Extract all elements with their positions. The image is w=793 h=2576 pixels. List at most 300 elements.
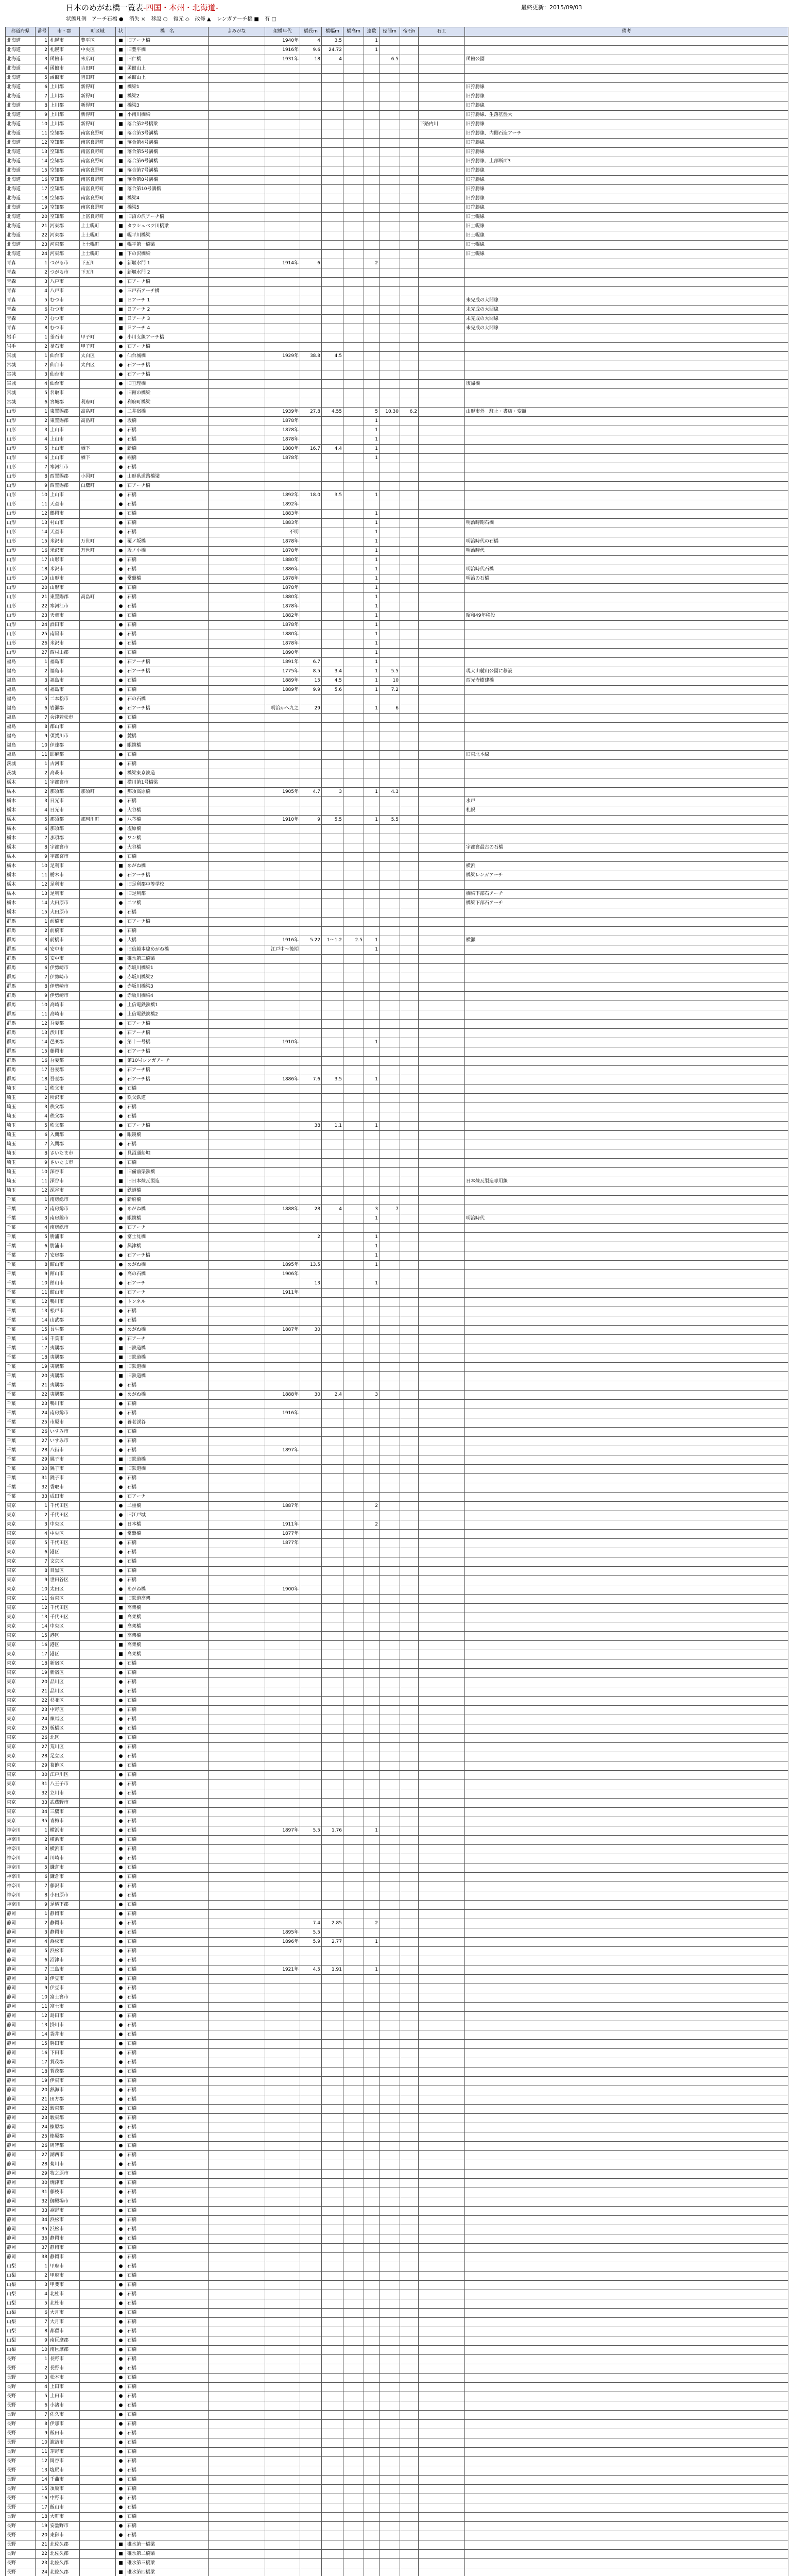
table-cell[interactable]: 石橋	[126, 2318, 209, 2327]
table-cell[interactable]: 石橋	[126, 519, 209, 528]
table-cell[interactable]: 養老渓谷	[126, 1418, 209, 1428]
table-cell[interactable]: 富士見橋	[126, 1233, 209, 1242]
table-cell[interactable]: 興津橋	[126, 1242, 209, 1251]
table-cell[interactable]: 石橋	[126, 2364, 209, 2374]
table-cell[interactable]: 石アーチ	[126, 1289, 209, 1298]
table-cell[interactable]: 碓氷第三橋梁	[126, 2559, 209, 2568]
table-cell[interactable]: 第10号レンガアーチ	[126, 1057, 209, 1066]
table-cell[interactable]: 石橋	[126, 2114, 209, 2123]
table-cell[interactable]: 石アーチ橋	[126, 658, 209, 667]
table-cell[interactable]: 幌平川橋梁	[126, 231, 209, 241]
table-cell[interactable]: 石橋	[126, 1159, 209, 1168]
table-cell[interactable]: 石橋	[126, 1901, 209, 1910]
table-cell[interactable]: Ｅアーチ 2	[126, 306, 209, 315]
table-cell[interactable]: 那須高原橋	[126, 788, 209, 797]
table-cell[interactable]: 石橋	[126, 686, 209, 695]
table-cell: ●	[116, 2095, 126, 2105]
table-cell[interactable]: 石アーチ橋	[126, 667, 209, 676]
table-cell[interactable]: 石橋	[126, 2448, 209, 2457]
table-cell[interactable]: 高の石橋	[126, 1270, 209, 1279]
table-cell[interactable]: 石橋	[126, 1539, 209, 1548]
table-cell[interactable]: 石橋	[126, 2095, 209, 2105]
table-cell[interactable]: 旧豊平橋	[126, 46, 209, 55]
table-cell[interactable]: 石橋	[126, 1919, 209, 1928]
table-cell[interactable]: 石橋	[126, 2466, 209, 2476]
table-cell[interactable]: 石橋	[126, 1697, 209, 1706]
table-cell[interactable]: めがね橋	[126, 1326, 209, 1335]
table-cell[interactable]: 石橋	[126, 649, 209, 658]
table-cell[interactable]: 麓橋	[126, 732, 209, 741]
table-cell[interactable]: 旧鉄道橋	[126, 1455, 209, 1465]
table-cell[interactable]: 旧鉄道橋	[126, 1344, 209, 1353]
table-cell[interactable]: 石橋	[126, 2476, 209, 2485]
table-cell[interactable]: 二井宿橋	[126, 408, 209, 417]
table-cell[interactable]: 旧アーチ橋	[126, 37, 209, 46]
table-cell[interactable]: 石橋	[126, 1103, 209, 1112]
table-cell[interactable]: 旧鉄道橋	[126, 1363, 209, 1372]
table-cell[interactable]: 塩原橋	[126, 825, 209, 834]
table-cell	[322, 973, 343, 982]
table-cell	[322, 2401, 343, 2411]
table-cell	[380, 2438, 400, 2448]
table-cell[interactable]: 石橋	[126, 2132, 209, 2142]
table-cell[interactable]: 石アーチ橋	[126, 482, 209, 491]
table-cell[interactable]: 碓氷第三橋梁	[126, 955, 209, 964]
table-cell[interactable]: 旧亘理橋	[126, 380, 209, 389]
table-cell[interactable]: 石橋	[126, 1984, 209, 1993]
table-cell	[380, 204, 400, 213]
table-cell: 千葉	[6, 1353, 36, 1363]
table-cell[interactable]: 石橋	[126, 1715, 209, 1724]
table-cell[interactable]: 日本橋	[126, 1520, 209, 1530]
table-cell[interactable]: 旧仁橋	[126, 55, 209, 64]
table-row	[6, 1279, 788, 1289]
table-cell[interactable]: 石橋	[126, 2438, 209, 2448]
table-cell[interactable]: 石橋	[126, 1669, 209, 1678]
table-cell[interactable]: 石橋	[126, 1928, 209, 1938]
table-cell[interactable]: 落合第2号橋梁	[126, 120, 209, 129]
table-cell[interactable]: 石橋	[126, 2234, 209, 2244]
table-cell[interactable]: 小川支線アーチ橋	[126, 333, 209, 343]
table-cell[interactable]: 石橋	[126, 1752, 209, 1761]
table-cell[interactable]: 眼鏡橋	[126, 1214, 209, 1224]
table-cell[interactable]: 石橋	[126, 1112, 209, 1122]
table-cell[interactable]: 橋梁2	[126, 92, 209, 101]
table-cell[interactable]: 石橋	[126, 593, 209, 602]
table-cell[interactable]: 石アーチ橋	[126, 1020, 209, 1029]
table-cell[interactable]: 大橋	[126, 936, 209, 945]
table-cell[interactable]: 石橋	[126, 723, 209, 732]
table-cell	[419, 1520, 465, 1530]
table-cell[interactable]: 石アーチ橋	[126, 1251, 209, 1261]
table-cell[interactable]: 旧足利郡中等学校	[126, 880, 209, 890]
table-cell[interactable]: めがね橋	[126, 1585, 209, 1595]
table-cell[interactable]: 石橋	[126, 2355, 209, 2364]
table-cell[interactable]: 利府町橋梁	[126, 398, 209, 408]
table-cell[interactable]: 石橋	[126, 2105, 209, 2114]
table-cell[interactable]: 石橋	[126, 1409, 209, 1418]
table-cell[interactable]: 石アーチ橋	[126, 361, 209, 370]
table-cell[interactable]: 石アーチ橋	[126, 1075, 209, 1084]
table-cell[interactable]: 大谷橋	[126, 843, 209, 853]
table-cell[interactable]: 旧鉄道高架	[126, 1595, 209, 1604]
table-cell[interactable]: 石橋	[126, 2225, 209, 2234]
table-cell[interactable]: 函館山上	[126, 74, 209, 83]
table-cell[interactable]: 旧備前渠鉄橋	[126, 1168, 209, 1177]
table-cell[interactable]: 落合第10号溝橋	[126, 185, 209, 194]
table-cell[interactable]: 石橋	[126, 676, 209, 686]
table-cell[interactable]: 旧館の橋梁	[126, 389, 209, 398]
table-cell[interactable]: 橋梁4	[126, 194, 209, 204]
table-cell[interactable]: Ｅアーチ 3	[126, 315, 209, 324]
table-cell[interactable]: 石橋	[126, 2513, 209, 2522]
table-cell[interactable]: 八茎橋	[126, 816, 209, 825]
table-cell[interactable]: 石橋	[126, 1808, 209, 1817]
table-cell[interactable]: 石橋	[126, 491, 209, 500]
table-cell[interactable]: Ｅアーチ 1	[126, 296, 209, 306]
table-cell	[80, 2095, 116, 2105]
table-cell[interactable]: 石橋	[126, 1474, 209, 1483]
table-cell: 神奈川	[6, 1845, 36, 1854]
table-cell[interactable]: 石橋	[126, 1084, 209, 1094]
table-cell[interactable]: 石橋	[126, 463, 209, 472]
table-cell[interactable]: 赤坂川橋梁3	[126, 982, 209, 992]
table-cell[interactable]: タウシュベツ川橋梁	[126, 222, 209, 231]
table-cell	[419, 2383, 465, 2392]
table-cell[interactable]: 新橋	[126, 445, 209, 454]
table-cell	[322, 1891, 343, 1901]
table-cell[interactable]: 高架橋	[126, 1650, 209, 1659]
table-cell[interactable]: 石橋	[126, 2383, 209, 2392]
table-cell[interactable]: 石橋	[126, 584, 209, 593]
table-cell[interactable]: 石橋	[126, 2503, 209, 2513]
table-cell[interactable]: 石橋	[126, 2374, 209, 2383]
table-cell[interactable]: 石アーチ橋	[126, 1029, 209, 1038]
table-cell[interactable]: めがね橋	[126, 1205, 209, 1214]
table-cell[interactable]: 旧信越本線めがね橋	[126, 945, 209, 955]
table-cell[interactable]: 石橋	[126, 2040, 209, 2049]
table-cell[interactable]: 石橋	[126, 2531, 209, 2540]
table-cell[interactable]: 石アーチ	[126, 1493, 209, 1502]
table-cell[interactable]: 石橋	[126, 2179, 209, 2188]
table-cell[interactable]: 石橋	[126, 1437, 209, 1446]
table-cell[interactable]: めがね橋	[126, 862, 209, 871]
table-cell[interactable]: 橋梁東京鉄道	[126, 769, 209, 778]
table-cell: ●	[116, 333, 126, 343]
table-cell[interactable]: 小南川橋梁	[126, 111, 209, 120]
table-cell[interactable]: 石橋	[126, 2392, 209, 2401]
table-cell[interactable]: 石橋	[126, 1659, 209, 1669]
table-cell[interactable]: 石橋	[126, 2012, 209, 2021]
table-cell[interactable]: めがね橋	[126, 1391, 209, 1400]
table-cell[interactable]: 常盤橋	[126, 574, 209, 584]
table-cell[interactable]: 石橋	[126, 2207, 209, 2216]
table-cell[interactable]: 石橋	[126, 2281, 209, 2290]
table-cell[interactable]: 石橋	[126, 927, 209, 936]
table-cell[interactable]: 石橋	[126, 630, 209, 639]
table-cell[interactable]: 赤坂川橋梁4	[126, 992, 209, 1001]
table-row	[6, 704, 788, 714]
table-cell[interactable]: 石橋	[126, 2411, 209, 2420]
table-cell[interactable]: 石橋	[126, 2197, 209, 2207]
table-cell[interactable]: 石橋	[126, 426, 209, 435]
table-cell[interactable]: 落合第4号溝橋	[126, 139, 209, 148]
table-cell[interactable]: Ｅアーチ 4	[126, 324, 209, 333]
table-cell[interactable]: 石橋	[126, 1687, 209, 1697]
table-cell[interactable]: 常盤橋	[126, 1530, 209, 1539]
table-cell[interactable]: 石橋	[126, 2309, 209, 2318]
table-cell[interactable]: 石橋	[126, 1965, 209, 1975]
table-cell[interactable]: 石橋	[126, 2346, 209, 2355]
table-cell: 館山市	[49, 1261, 80, 1270]
table-cell[interactable]: 石橋	[126, 1678, 209, 1687]
table-cell[interactable]: 新堰水門 1	[126, 259, 209, 268]
table-cell[interactable]: 石橋	[126, 1743, 209, 1752]
table-cell[interactable]: 新堰水門 2	[126, 268, 209, 278]
table-cell[interactable]: 石橋	[126, 1140, 209, 1149]
table-cell[interactable]: 落合第3号溝橋	[126, 129, 209, 139]
table-cell[interactable]: 石橋	[126, 435, 209, 445]
table-cell[interactable]: 石橋	[126, 1845, 209, 1854]
table-cell: ●	[116, 510, 126, 519]
table-cell[interactable]: 石アーチ	[126, 1335, 209, 1344]
table-cell[interactable]: 石アーチ橋	[126, 704, 209, 714]
table-cell[interactable]: 石橋	[126, 1780, 209, 1789]
table-cell[interactable]: 石橋	[126, 2420, 209, 2429]
table-cell[interactable]: 高架橋	[126, 1604, 209, 1613]
table-cell[interactable]: 仙台城橋	[126, 352, 209, 361]
table-cell[interactable]: 石橋	[126, 2077, 209, 2086]
table-cell[interactable]: 坂橋	[126, 417, 209, 426]
table-cell[interactable]: 石橋	[126, 1567, 209, 1576]
table-cell[interactable]: 石アーチ橋	[126, 1066, 209, 1075]
table-cell[interactable]: 碓氷第一橋梁	[126, 2540, 209, 2550]
table-cell[interactable]: 石橋	[126, 2262, 209, 2272]
table-cell[interactable]: 石橋	[126, 639, 209, 649]
table-cell[interactable]: 落合第8号溝橋	[126, 176, 209, 185]
table-cell[interactable]: 旧江戸城	[126, 1511, 209, 1520]
table-cell[interactable]: 石橋	[126, 714, 209, 723]
table-cell[interactable]: 石橋	[126, 1761, 209, 1771]
table-cell[interactable]: 石アーチ橋	[126, 1122, 209, 1131]
table-cell[interactable]: 三戸石アーチ橋	[126, 287, 209, 296]
table-cell[interactable]: 石橋	[126, 1817, 209, 1826]
table-cell[interactable]: 石アーチ橋	[126, 278, 209, 287]
table-cell[interactable]: 函館山上	[126, 64, 209, 74]
table-cell[interactable]: 鉄道橋	[126, 1187, 209, 1196]
table-cell[interactable]: 石橋	[126, 1446, 209, 1455]
table-cell[interactable]: 石橋	[126, 1400, 209, 1409]
table-cell	[300, 612, 322, 621]
table-cell[interactable]: 上信電鉄鉄橋2	[126, 1010, 209, 1020]
table-cell[interactable]: 横川第1号橋梁	[126, 778, 209, 788]
table-cell[interactable]: 見沼通船堀	[126, 1149, 209, 1159]
table-cell: 北海道	[6, 185, 36, 194]
table-cell[interactable]: 石橋	[126, 1789, 209, 1799]
table-cell[interactable]: 石アーチ	[126, 1224, 209, 1233]
table-cell: 14	[36, 1622, 49, 1632]
table-cell[interactable]: 旧日本煉瓦製造	[126, 1177, 209, 1187]
table-cell[interactable]: 覆ノ坂橋	[126, 537, 209, 547]
table-cell[interactable]: 石橋	[126, 2299, 209, 2309]
table-cell[interactable]: 下の沢橋梁	[126, 250, 209, 259]
table-cell[interactable]: 石橋	[126, 1947, 209, 1956]
table-cell[interactable]: 石橋	[126, 2522, 209, 2531]
table-cell[interactable]: 上信電鉄鉄橋1	[126, 1001, 209, 1010]
table-cell[interactable]: 石橋	[126, 2216, 209, 2225]
table-cell[interactable]: 石橋	[126, 2003, 209, 2012]
table-cell: 葛飾区	[49, 1761, 80, 1771]
table-cell[interactable]: 二ツ橋	[126, 899, 209, 908]
table-cell[interactable]: 石アーチ橋	[126, 871, 209, 880]
table-cell[interactable]: 高架橋	[126, 1641, 209, 1650]
table-cell[interactable]: 石橋	[126, 2170, 209, 2179]
table-cell[interactable]: 石橋	[126, 510, 209, 519]
table-cell[interactable]: 石橋	[126, 2429, 209, 2438]
table-cell[interactable]: 二重橋	[126, 1502, 209, 1511]
table-cell[interactable]: 石橋	[126, 2188, 209, 2197]
table-cell[interactable]: 石橋	[126, 602, 209, 612]
table-cell	[380, 584, 400, 593]
table-cell[interactable]: 旧鉄道橋	[126, 1372, 209, 1381]
table-cell[interactable]: 石橋	[126, 2086, 209, 2095]
table-cell	[419, 2309, 465, 2318]
table-cell[interactable]: 石橋	[126, 1882, 209, 1891]
table-cell[interactable]: 石橋	[126, 2151, 209, 2160]
table-cell[interactable]: 石橋	[126, 1826, 209, 1836]
table-cell[interactable]: 石橋	[126, 2142, 209, 2151]
table-cell[interactable]: 石アーチ	[126, 1279, 209, 1289]
table-cell[interactable]: 石橋	[126, 1548, 209, 1557]
table-cell[interactable]: 坂ノ小橋	[126, 547, 209, 556]
table-cell[interactable]: 石橋	[126, 2244, 209, 2253]
table-cell[interactable]: 石橋	[126, 556, 209, 565]
table-cell[interactable]: 大谷橋	[126, 806, 209, 816]
table-cell[interactable]: 旧鉄道橋	[126, 1353, 209, 1363]
table-cell[interactable]: 石アーチ橋	[126, 343, 209, 352]
table-cell[interactable]: 石橋	[126, 621, 209, 630]
table-cell[interactable]: 高架橋	[126, 1613, 209, 1622]
table-cell[interactable]: 石橋	[126, 1576, 209, 1585]
table-cell[interactable]: 石橋	[126, 853, 209, 862]
table-cell[interactable]: 赤坂川橋梁2	[126, 973, 209, 982]
table-cell[interactable]: 石橋	[126, 528, 209, 537]
table-cell[interactable]: 秩父鉄道	[126, 1094, 209, 1103]
table-cell[interactable]: 落合第7号溝橋	[126, 166, 209, 176]
table-cell[interactable]: 石橋	[126, 1993, 209, 2003]
table-cell[interactable]: 石橋	[126, 1956, 209, 1965]
table-cell[interactable]: 幌平第一橋梁	[126, 241, 209, 250]
table-cell[interactable]: めがね橋	[126, 1261, 209, 1270]
table-cell[interactable]: 石橋	[126, 2336, 209, 2346]
table-cell[interactable]: 碓氷第四橋梁	[126, 2568, 209, 2576]
table-cell	[343, 352, 364, 361]
table-cell[interactable]: 石橋	[126, 2290, 209, 2299]
table-cell[interactable]: 石橋	[126, 1771, 209, 1780]
table-cell[interactable]: 石橋	[126, 1381, 209, 1391]
table-cell: 栃木	[6, 797, 36, 806]
table-cell: 1	[36, 760, 49, 769]
table-cell[interactable]: 石橋	[126, 2327, 209, 2336]
table-cell[interactable]: 石橋	[126, 1734, 209, 1743]
table-cell[interactable]: 石橋	[126, 2160, 209, 2170]
table-cell[interactable]: 石橋	[126, 760, 209, 769]
table-cell[interactable]: 石橋	[126, 2123, 209, 2132]
table-cell[interactable]: 眼鏡橋	[126, 1131, 209, 1140]
table-cell[interactable]: 赤坂川橋梁1	[126, 964, 209, 973]
table-cell[interactable]: 石橋	[126, 2272, 209, 2281]
table-cell[interactable]: 石橋	[126, 2067, 209, 2077]
table-cell[interactable]: 石橋	[126, 908, 209, 918]
table-cell[interactable]: 石橋	[126, 1428, 209, 1437]
table-cell[interactable]: 石橋	[126, 1873, 209, 1882]
table-cell[interactable]: トンネル	[126, 1298, 209, 1307]
table-cell[interactable]: 石橋	[126, 1863, 209, 1873]
table-cell[interactable]: 高架橋	[126, 1622, 209, 1632]
table-cell[interactable]: 旧鉄道橋	[126, 1465, 209, 1474]
table-cell[interactable]: 石橋	[126, 797, 209, 806]
table-cell[interactable]: 落合第6号溝橋	[126, 157, 209, 166]
table-cell[interactable]: 落合第5号溝橋	[126, 148, 209, 157]
table-cell[interactable]: 石橋	[126, 2457, 209, 2466]
table-cell[interactable]: 石橋	[126, 1724, 209, 1734]
table-cell[interactable]: 石アーチ橋	[126, 1047, 209, 1057]
table-cell[interactable]: 石橋	[126, 612, 209, 621]
table-cell[interactable]: 石橋	[126, 1483, 209, 1493]
table-cell[interactable]: 石橋	[126, 1891, 209, 1901]
table-cell[interactable]: 石橋	[126, 2049, 209, 2058]
table-cell[interactable]: 石橋	[126, 1938, 209, 1947]
table-cell[interactable]: 眼鏡橋	[126, 741, 209, 751]
table-cell[interactable]: 石橋	[126, 500, 209, 510]
table-cell[interactable]: 石橋	[126, 1836, 209, 1845]
table-cell[interactable]: 覗橋	[126, 454, 209, 463]
table-cell[interactable]: 石橋	[126, 2058, 209, 2067]
table-cell[interactable]: 橋梁3	[126, 101, 209, 111]
table-cell[interactable]: ワン橋	[126, 834, 209, 843]
table-cell[interactable]: 石橋	[126, 2494, 209, 2503]
table-cell[interactable]: 旧足利郡	[126, 890, 209, 899]
table-cell[interactable]: 石橋	[126, 1316, 209, 1326]
table-cell[interactable]: 石橋	[126, 2401, 209, 2411]
table-cell[interactable]: 橋梁5	[126, 204, 209, 213]
table-cell	[380, 639, 400, 649]
table-cell[interactable]: 石橋	[126, 565, 209, 574]
table-cell[interactable]: 石橋	[126, 2253, 209, 2262]
table-cell[interactable]: 石橋	[126, 2030, 209, 2040]
table-cell[interactable]: 石橋	[126, 1557, 209, 1567]
table-cell[interactable]: 高架橋	[126, 1632, 209, 1641]
table-cell[interactable]: 石アーチ橋	[126, 370, 209, 380]
table-cell[interactable]: 橋梁1	[126, 83, 209, 92]
table-cell[interactable]: 石橋	[126, 1854, 209, 1863]
table-cell[interactable]: 石アーチ橋	[126, 918, 209, 927]
table-cell[interactable]: 石橋	[126, 1910, 209, 1919]
table-cell[interactable]: 石橋	[126, 751, 209, 760]
table-cell[interactable]: 碓氷第二橋梁	[126, 2550, 209, 2559]
table-cell[interactable]: 石の石橋	[126, 695, 209, 704]
table-cell[interactable]: 石橋	[126, 1307, 209, 1316]
table-cell[interactable]: 石橋	[126, 2485, 209, 2494]
table-cell[interactable]: 山形県道路橋梁	[126, 472, 209, 482]
table-cell[interactable]: 旧沼の沢アーチ橋	[126, 213, 209, 222]
table-cell[interactable]: 石橋	[126, 1975, 209, 1984]
table-cell[interactable]: 石橋	[126, 2021, 209, 2030]
table-cell[interactable]: 第十一号橋	[126, 1038, 209, 1047]
table-cell[interactable]: 石橋	[126, 1799, 209, 1808]
table-cell[interactable]: 石橋	[126, 1706, 209, 1715]
table-cell[interactable]: 新府橋	[126, 1196, 209, 1205]
